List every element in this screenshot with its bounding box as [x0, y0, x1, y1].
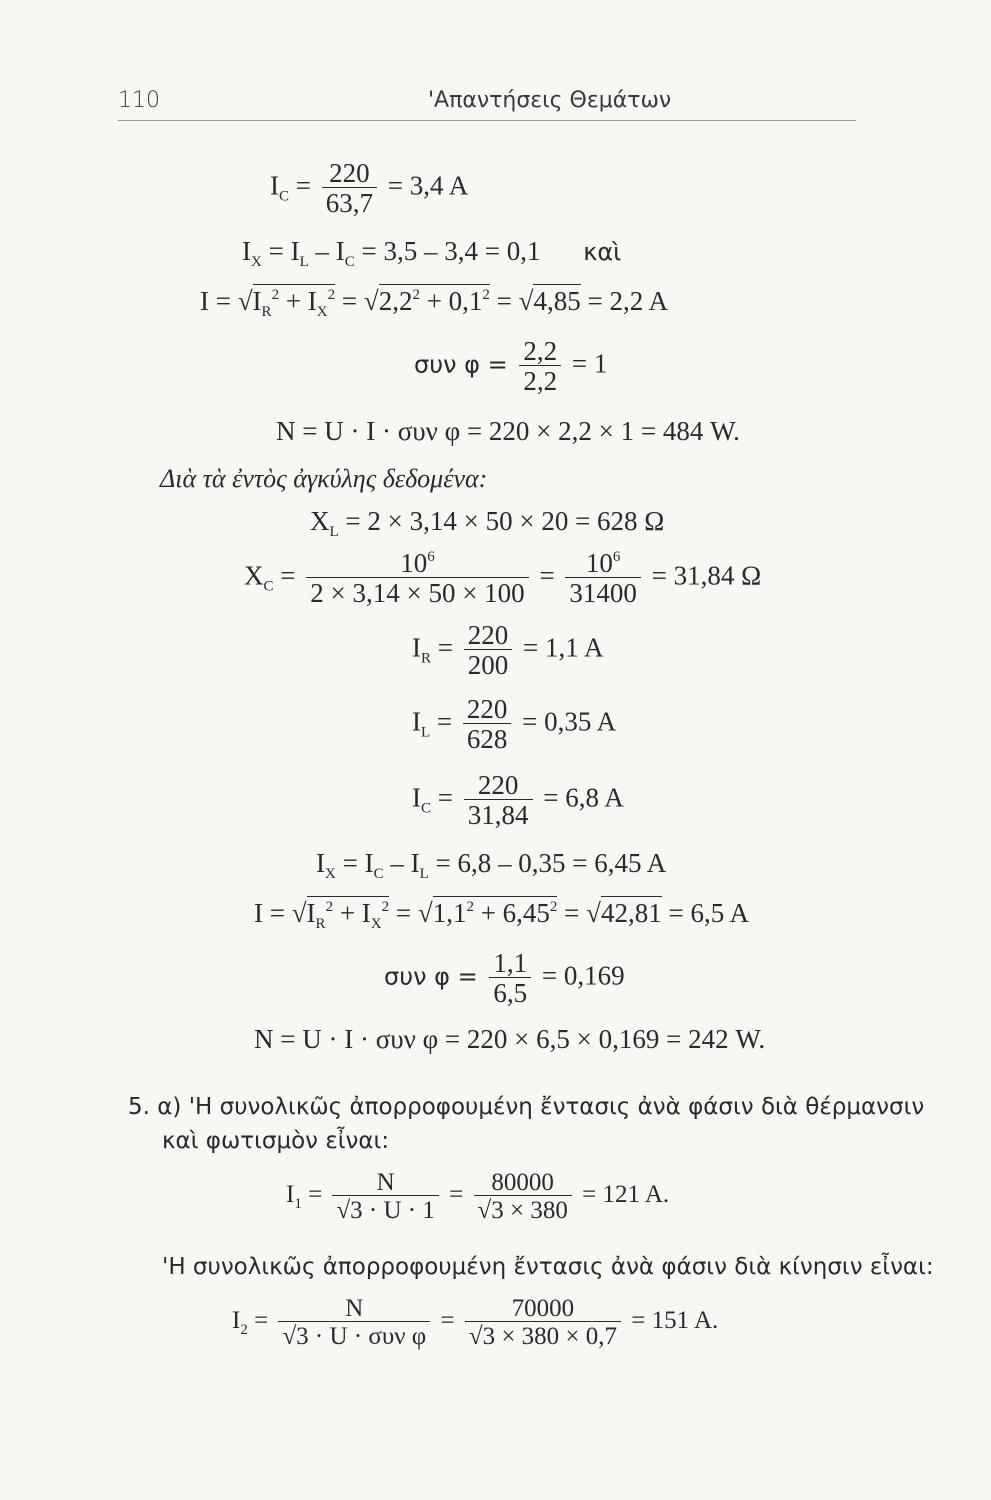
- equation-ix-2: $I_X = I_C - I_L = 6,8 - 0,35 = 6,45$ A: [316, 848, 667, 882]
- equation-ix-1: $I_X = I_L - I_C = 3,5 - 3,4 = 0,1$ καὶ: [242, 236, 622, 270]
- equation-il: $I_L$ = $\frac{220}{628}$ = 0,35 A: [412, 694, 617, 754]
- section-5-paragraph-2: 'Η συνολικῶς ἀπορροφουμένη ἔντασις ἀνὰ φάσιν διὰ κίνησιν εἶναι:: [162, 1254, 934, 1280]
- equation-i1-phase: $I_1$ = $\frac{N}{√3 \cdot U \cdot 1}$ = $\frac{80000}{√3 \times 380}$ = 121 A.: [286, 1169, 670, 1224]
- equation-xc: $X_C$ = $\frac{10^6}{2 \times 3,14 \times 50 \times 100}$ = $\frac{10^6}{31400}$ = 31,84 Ω: [244, 548, 762, 608]
- section-5-line-2: καὶ φωτισμὸν εἶναι:: [162, 1128, 390, 1154]
- section-5-line-1: 5. α) 'Η συνολικῶς ἀπορροφουμένη ἔντασις ἀνὰ φάσιν διὰ θέρμανσιν: [128, 1094, 925, 1120]
- equation-cos-2: συν φ = $\frac{1,1}{6,5}$ = 0,169: [384, 948, 625, 1008]
- equation-n-1: N = U · I · συν φ = 220 × 2,2 × 1 = 484 W.: [276, 416, 740, 446]
- equation-i-1: $I = √I_R^2 + I_X^2 = √2,2^2 + 0,1^2 = √4,85 = 2,2$ A: [200, 286, 668, 320]
- note-bracket-data: Διὰ τὰ ἐντὸς ἀγκύλης δεδομένα:: [160, 464, 488, 493]
- equation-ic-1: $I_C$ = $\frac{220}{63,7}$ = 3,4 A: [270, 158, 469, 218]
- equation-i2-phase: $I_2$ = $\frac{N}{\text{√3 · U · συν φ}}$ = $\frac{70000}{√3 \times 380 \times 0,7}$ = 151 A.: [232, 1295, 719, 1350]
- equation-i-2: $I = √I_R^2 + I_X^2 = √1,1^2 + 6,45^2 = √42,81 = 6,5$ A: [254, 898, 749, 932]
- equation-ir: $I_R$ = $\frac{220}{200}$ = 1,1 A: [412, 620, 604, 680]
- equation-ic-2: $I_C$ = $\frac{220}{31,84}$ = 6,8 A: [412, 770, 624, 830]
- header-rule: [118, 120, 856, 121]
- page-number: 110: [118, 88, 160, 113]
- equation-n-2: N = U · I · συν φ = 220 × 6,5 × 0,169 = 242 W.: [254, 1024, 766, 1054]
- running-header: 'Απαντήσεις Θεμάτων: [428, 88, 672, 113]
- equation-cos-1: συν φ = $\frac{2,2}{2,2}$ = 1: [414, 336, 608, 396]
- equation-xl: $X_L = 2 \times 3,14 \times 50 \times 20 = 628$ Ω: [310, 506, 665, 540]
